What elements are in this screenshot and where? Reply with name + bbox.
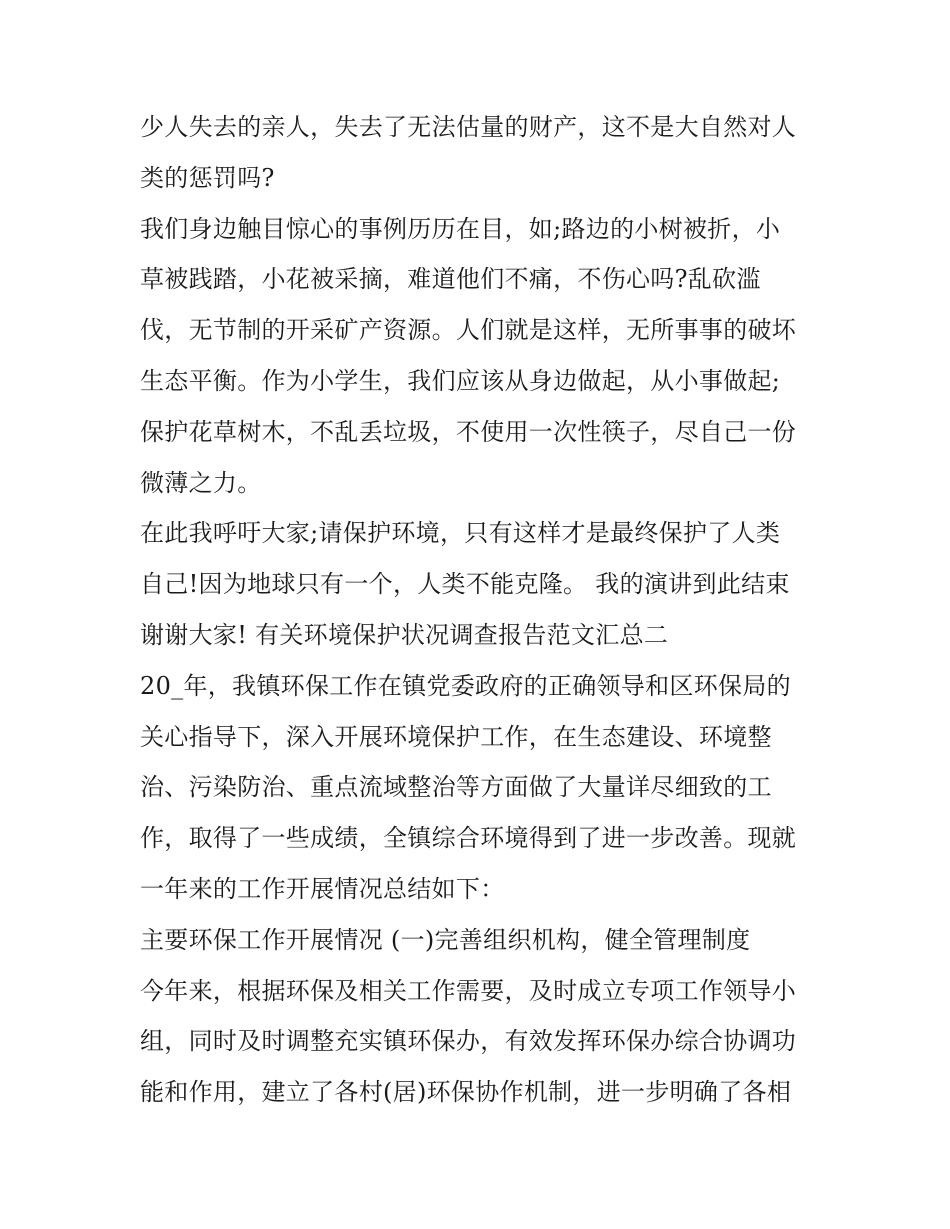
text-line: 组，同时及时调整充实镇环保办，有效发挥环保办综合协调功 — [140, 1027, 797, 1056]
text-line: 一年来的工作开展情况总结如下： — [140, 874, 505, 903]
text-line: 类的惩罚吗? — [140, 163, 275, 192]
text-line: 生态平衡。作为小学生，我们应该从身边做起，从小事做起; — [140, 366, 781, 395]
text-line: 作，取得了一些成绩，全镇综合环境得到了进一步改善。现就 — [140, 824, 797, 853]
text-line: 在此我呼吁大家;请保护环境，只有这样才是最终保护了人类 — [140, 519, 781, 548]
text-line: 主要环保工作开展情况 (一)完善组织机构，健全管理制度 — [140, 925, 751, 954]
text-line: 关心指导下，深入开展环境保护工作，在生态建设、环境整 — [140, 722, 772, 751]
text-line: 我们身边触目惊心的事例历历在目，如;路边的小树被折，小 — [140, 214, 781, 243]
text-line: 今年来，根据环保及相关工作需要，及时成立专项工作领导小 — [140, 976, 797, 1005]
text-line: 谢谢大家! 有关环境保护状况调查报告范文汇总二 — [140, 620, 669, 649]
text-line: 微薄之力。 — [140, 468, 262, 497]
text-line: 草被践踏，小花被采摘，难道他们不痛，不伤心吗?乱砍滥 — [140, 265, 761, 294]
text-line: 伐，无节制的开采矿产资源。人们就是这样，无所事事的破坏 — [140, 316, 797, 345]
text-line: 能和作用，建立了各村(居)环保协作机制，进一步明确了各相 — [140, 1078, 792, 1107]
text-line: 20_年，我镇环保工作在镇党委政府的正确领导和区环保局的 — [140, 671, 791, 700]
text-line: 治、污染防治、重点流域整治等方面做了大量详尽细致的工 — [140, 773, 772, 802]
text-line: 少人失去的亲人，失去了无法估量的财产，这不是大自然对人 — [140, 113, 797, 141]
text-line: 自己!因为地球只有一个，人类不能克隆。 我的演讲到此结束 — [140, 570, 790, 599]
text-line: 保护花草树木，不乱丢垃圾，不使用一次性筷子，尽自己一份 — [140, 417, 797, 446]
document-page — [140, 102, 830, 1118]
